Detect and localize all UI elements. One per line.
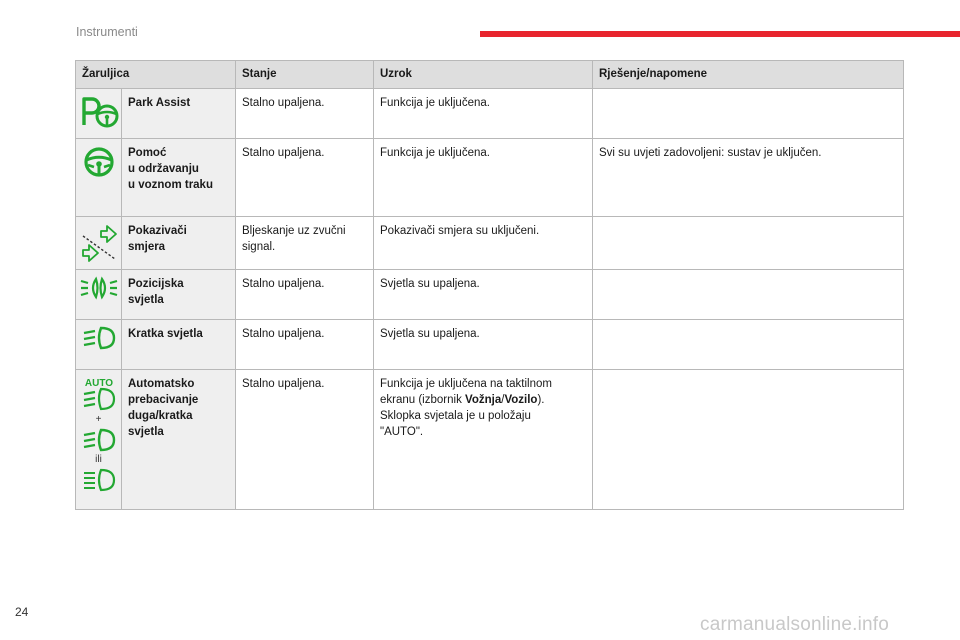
lamp-state: Stalno upaljena.	[236, 370, 374, 510]
section-title: Instrumenti	[76, 25, 138, 39]
table-row	[76, 139, 904, 217]
section-accent-bar	[480, 31, 960, 37]
lamp-state: Stalno upaljena.	[236, 89, 374, 139]
lamp-cause: Svjetla su upaljena.	[374, 320, 593, 370]
table-header-row	[76, 61, 904, 89]
table-row	[76, 89, 904, 139]
main-beam-icon	[82, 468, 116, 492]
lamp-cause: Funkcija je uključena.	[374, 139, 593, 217]
page-number: 24	[15, 605, 29, 619]
icon-conjunction-or: ili	[95, 454, 102, 465]
icon-cell	[76, 217, 122, 270]
lamp-cause: Funkcija je uključena na taktilnom ekranu (izbornik Vožnja/Vozilo). Sklopka svjetala je u položaju "AUTO".	[374, 370, 593, 510]
direction-indicators-icon	[79, 223, 119, 263]
column-header-state: Stanje	[236, 61, 374, 89]
table-row	[76, 370, 904, 510]
lamp-name: Kratka svjetla	[122, 320, 236, 370]
lamp-solution	[593, 89, 904, 139]
icon-cell	[76, 89, 122, 139]
table-row	[76, 217, 904, 270]
lamp-state: Stalno upaljena.	[236, 139, 374, 217]
lamp-cause: Funkcija je uključena.	[374, 89, 593, 139]
lamp-solution	[593, 217, 904, 270]
auto-label: AUTO	[84, 378, 113, 389]
park-assist-icon	[79, 95, 119, 129]
lamp-name: Pomoć u održavanju u voznom traku	[122, 139, 236, 217]
lamp-solution	[593, 270, 904, 320]
lamp-cause: Svjetla su upaljena.	[374, 270, 593, 320]
column-header-cause: Uzrok	[374, 61, 593, 89]
column-header-solution: Rješenje/napomene	[593, 61, 904, 89]
lamp-solution	[593, 320, 904, 370]
dipped-beam-icon	[82, 326, 116, 350]
lamp-name: Automatsko prebacivanje duga/kratka svjetla	[122, 370, 236, 510]
icon-cell	[76, 370, 122, 510]
lamp-name: Park Assist	[122, 89, 236, 139]
table-row	[76, 270, 904, 320]
auto-headlamp-icon	[81, 376, 117, 412]
column-header-lamp: Žaruljica	[76, 61, 236, 89]
lamp-name: Pokazivači smjera	[122, 217, 236, 270]
position-lights-icon	[79, 276, 119, 300]
lamp-solution: Svi su uvjeti zadovoljeni: sustav je uključen.	[593, 139, 904, 217]
icon-cell	[76, 139, 122, 217]
dipped-beam-icon	[82, 428, 116, 452]
lane-keeping-assist-icon	[82, 145, 116, 179]
lamp-name: Pozicijska svjetla	[122, 270, 236, 320]
watermark: carmanualsonline.info	[700, 614, 890, 635]
icon-cell	[76, 320, 122, 370]
lamp-state: Bljeskanje uz zvučni signal.	[236, 217, 374, 270]
lamp-state: Stalno upaljena.	[236, 320, 374, 370]
warning-lamps-table	[75, 60, 904, 510]
lamp-cause: Pokazivači smjera su uključeni.	[374, 217, 593, 270]
lamp-state: Stalno upaljena.	[236, 270, 374, 320]
table-row	[76, 320, 904, 370]
lamp-solution	[593, 370, 904, 510]
icon-cell	[76, 270, 122, 320]
icon-conjunction-plus: +	[95, 414, 102, 425]
